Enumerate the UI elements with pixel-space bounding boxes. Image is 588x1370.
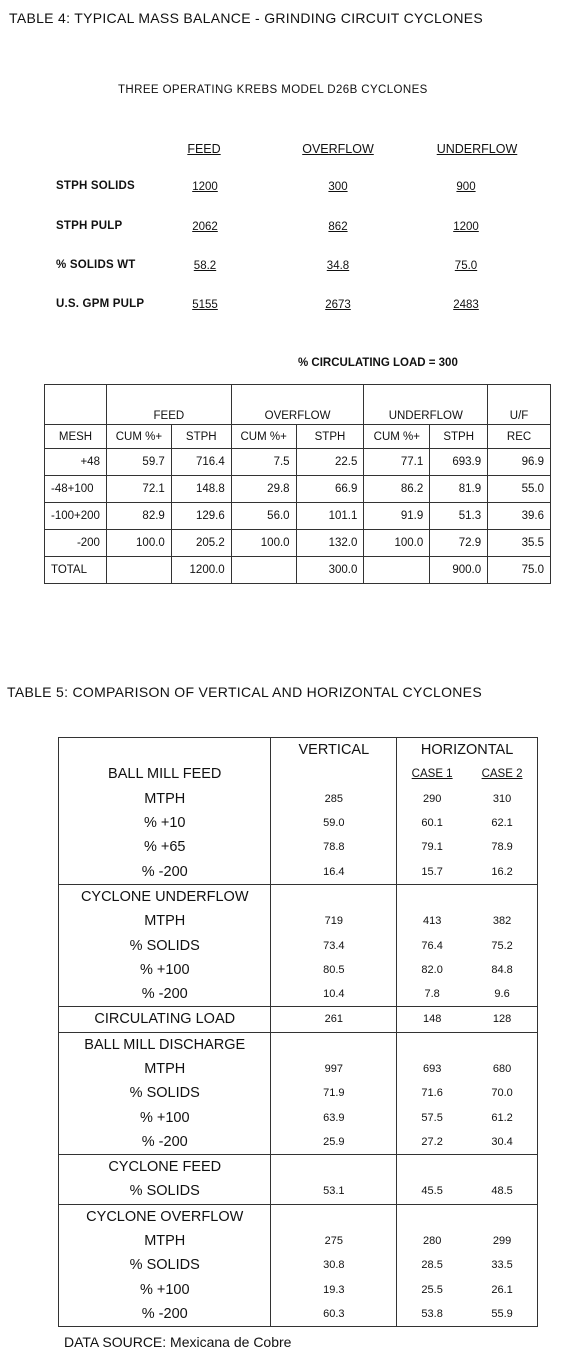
table-cell: 48.5 bbox=[467, 1179, 537, 1204]
table-cell: 33.5 bbox=[467, 1253, 537, 1277]
table-cell bbox=[106, 557, 171, 584]
row-label: % +100 bbox=[59, 1105, 271, 1129]
table-cell: 80.5 bbox=[271, 958, 397, 982]
group-header-overflow: OVERFLOW bbox=[231, 385, 364, 425]
table-cell: 82.0 bbox=[397, 958, 467, 982]
cell-value: 58.2 bbox=[193, 260, 217, 272]
table-row bbox=[59, 1130, 538, 1155]
table-row bbox=[45, 449, 551, 476]
col-header-underflow: UNDERFLOW bbox=[436, 142, 518, 156]
table-cell: 19.3 bbox=[271, 1278, 397, 1302]
table-row bbox=[59, 982, 538, 1007]
table-row bbox=[59, 1229, 538, 1253]
table-cell: 148 bbox=[397, 1007, 467, 1032]
table-row bbox=[59, 1253, 538, 1277]
cyclone-comparison-table bbox=[58, 737, 538, 1327]
table5-title: TABLE 5: COMPARISON OF VERTICAL AND HORIZONTAL CYCLONES bbox=[7, 684, 482, 700]
table-row bbox=[59, 1081, 538, 1105]
empty-cell bbox=[467, 1155, 537, 1180]
row-label: % -200 bbox=[59, 1130, 271, 1155]
section-header-row bbox=[59, 1032, 538, 1057]
table-cell: 997 bbox=[271, 1057, 397, 1081]
table-row bbox=[59, 787, 538, 811]
row-label: % +65 bbox=[59, 835, 271, 859]
table-cell: 60.1 bbox=[397, 811, 467, 835]
table-cell: 10.4 bbox=[271, 982, 397, 1007]
table-cell: 53.1 bbox=[271, 1179, 397, 1204]
table-cell: 28.5 bbox=[397, 1253, 467, 1277]
table-cell: 51.3 bbox=[430, 503, 488, 530]
empty-cell bbox=[397, 884, 467, 909]
table-cell: 22.5 bbox=[296, 449, 364, 476]
mesh-cell: +48 bbox=[45, 449, 107, 476]
empty-cell bbox=[271, 762, 397, 786]
mesh-cell: -48+100 bbox=[45, 476, 107, 503]
cell-value: 2673 bbox=[325, 299, 351, 311]
table-row bbox=[59, 859, 538, 884]
table-cell: 78.9 bbox=[467, 835, 537, 859]
row-label: MTPH bbox=[59, 909, 271, 933]
table-cell: 693 bbox=[397, 1057, 467, 1081]
table-cell: 275 bbox=[271, 1229, 397, 1253]
table-cell: 72.9 bbox=[430, 530, 488, 557]
table-cell: 716.4 bbox=[171, 449, 231, 476]
sub-header: CUM %+ bbox=[231, 425, 296, 449]
cell-value: 1200 bbox=[453, 221, 479, 233]
table-row bbox=[59, 835, 538, 859]
table-cell: 84.8 bbox=[467, 958, 537, 982]
table-cell: 148.8 bbox=[171, 476, 231, 503]
table5-body bbox=[59, 787, 538, 1327]
table-cell: 86.2 bbox=[364, 476, 430, 503]
header-case2: CASE 2 bbox=[467, 762, 537, 786]
table-cell: 719 bbox=[271, 909, 397, 933]
table-cell bbox=[231, 557, 296, 584]
mesh-cell: -200 bbox=[45, 530, 107, 557]
table-cell: 72.1 bbox=[106, 476, 171, 503]
row-label: MTPH bbox=[59, 1057, 271, 1081]
table-row bbox=[45, 530, 551, 557]
group-header-row bbox=[45, 385, 551, 425]
table-row bbox=[59, 909, 538, 933]
table-cell: 75.0 bbox=[488, 557, 551, 584]
cell-value: 862 bbox=[328, 221, 348, 233]
sub-header: STPH bbox=[296, 425, 364, 449]
empty-cell bbox=[271, 1032, 397, 1057]
table-row bbox=[45, 476, 551, 503]
empty-cell bbox=[59, 738, 271, 763]
section-title: BALL MILL DISCHARGE bbox=[59, 1032, 271, 1057]
circulating-load-note: % CIRCULATING LOAD = 300 bbox=[298, 357, 458, 369]
table-cell: 59.0 bbox=[271, 811, 397, 835]
table-cell: 693.9 bbox=[430, 449, 488, 476]
sub-header: STPH bbox=[171, 425, 231, 449]
group-header-underflow: UNDERFLOW bbox=[364, 385, 488, 425]
section-title: CYCLONE OVERFLOW bbox=[59, 1204, 271, 1229]
empty-cell bbox=[397, 1155, 467, 1180]
table-cell: 39.6 bbox=[488, 503, 551, 530]
mesh-cell: TOTAL bbox=[45, 557, 107, 584]
row-label: % +100 bbox=[59, 958, 271, 982]
table-cell: 100.0 bbox=[231, 530, 296, 557]
group-header-uf: U/F bbox=[488, 385, 551, 425]
row-label: % -200 bbox=[59, 859, 271, 884]
row-label: % SOLIDS bbox=[59, 1081, 271, 1105]
table-cell: 30.8 bbox=[271, 1253, 397, 1277]
row-label: % SOLIDS WT bbox=[56, 259, 136, 271]
sub-header: MESH bbox=[45, 425, 107, 449]
table-cell: 15.7 bbox=[397, 859, 467, 884]
table-cell: 7.8 bbox=[397, 982, 467, 1007]
table-row bbox=[59, 958, 538, 982]
size-distribution-table bbox=[44, 384, 551, 584]
section-title: CYCLONE UNDERFLOW bbox=[59, 884, 271, 909]
table-cell: 62.1 bbox=[467, 811, 537, 835]
empty-cell bbox=[467, 1032, 537, 1057]
table-row bbox=[59, 1302, 538, 1327]
row-label: STPH PULP bbox=[56, 220, 123, 232]
table-cell: 53.8 bbox=[397, 1302, 467, 1327]
col-header-feed: FEED bbox=[187, 142, 221, 156]
row-label: % -200 bbox=[59, 982, 271, 1007]
table-cell: 900.0 bbox=[430, 557, 488, 584]
row-label: % SOLIDS bbox=[59, 933, 271, 957]
table-row bbox=[59, 811, 538, 835]
header-case1: CASE 1 bbox=[397, 762, 467, 786]
table-cell: 73.4 bbox=[271, 933, 397, 957]
table-cell: 680 bbox=[467, 1057, 537, 1081]
section-header-row bbox=[59, 1007, 538, 1032]
empty-cell bbox=[397, 1204, 467, 1229]
table-cell: 30.4 bbox=[467, 1130, 537, 1155]
row-label: % +10 bbox=[59, 811, 271, 835]
table-row bbox=[59, 1105, 538, 1129]
table4-subtitle: THREE OPERATING KREBS MODEL D26B CYCLONES bbox=[118, 84, 428, 96]
table-cell: 9.6 bbox=[467, 982, 537, 1007]
cell-value: 900 bbox=[456, 181, 476, 193]
table-cell: 63.9 bbox=[271, 1105, 397, 1129]
empty-cell bbox=[467, 884, 537, 909]
table-cell: 71.6 bbox=[397, 1081, 467, 1105]
table-cell: 66.9 bbox=[296, 476, 364, 503]
table-cell: 59.7 bbox=[106, 449, 171, 476]
sub-header: STPH bbox=[430, 425, 488, 449]
sub-header: REC bbox=[488, 425, 551, 449]
row-label: MTPH bbox=[59, 1229, 271, 1253]
table-cell: 96.9 bbox=[488, 449, 551, 476]
table-cell: 280 bbox=[397, 1229, 467, 1253]
table-cell: 45.5 bbox=[397, 1179, 467, 1204]
row-label: U.S. GPM PULP bbox=[56, 298, 145, 310]
table-cell: 129.6 bbox=[171, 503, 231, 530]
table-cell: 16.4 bbox=[271, 859, 397, 884]
table-cell: 290 bbox=[397, 787, 467, 811]
table-cell: 100.0 bbox=[364, 530, 430, 557]
section-title: CYCLONE FEED bbox=[59, 1155, 271, 1180]
table4-title: TABLE 4: TYPICAL MASS BALANCE - GRINDING CIRCUIT CYCLONES bbox=[9, 10, 484, 26]
table-cell: 300.0 bbox=[296, 557, 364, 584]
table-cell: 55.9 bbox=[467, 1302, 537, 1327]
cell-value: 2483 bbox=[453, 299, 479, 311]
table-cell: 310 bbox=[467, 787, 537, 811]
table-cell: 76.4 bbox=[397, 933, 467, 957]
table-cell: 285 bbox=[271, 787, 397, 811]
table5-row bbox=[59, 762, 538, 786]
table-cell: 70.0 bbox=[467, 1081, 537, 1105]
table-cell bbox=[364, 557, 430, 584]
sub-header-row bbox=[45, 425, 551, 449]
sub-header: CUM %+ bbox=[364, 425, 430, 449]
cell-value: 75.0 bbox=[454, 260, 478, 272]
table-cell: 79.1 bbox=[397, 835, 467, 859]
section-title: CIRCULATING LOAD bbox=[59, 1007, 271, 1032]
table-cell: 78.8 bbox=[271, 835, 397, 859]
table-cell: 16.2 bbox=[467, 859, 537, 884]
table-row bbox=[59, 1057, 538, 1081]
table-cell: 77.1 bbox=[364, 449, 430, 476]
header-vertical: VERTICAL bbox=[271, 738, 397, 763]
table-cell: 25.9 bbox=[271, 1130, 397, 1155]
empty-cell bbox=[271, 884, 397, 909]
cell-value: 300 bbox=[328, 181, 348, 193]
section-header-row bbox=[59, 1204, 538, 1229]
cell-value: 5155 bbox=[192, 299, 218, 311]
table-cell: 91.9 bbox=[364, 503, 430, 530]
table-cell: 75.2 bbox=[467, 933, 537, 957]
table-cell: 27.2 bbox=[397, 1130, 467, 1155]
col-header-overflow: OVERFLOW bbox=[302, 142, 374, 156]
table-row bbox=[59, 1179, 538, 1204]
table-cell: 61.2 bbox=[467, 1105, 537, 1129]
row-label: % -200 bbox=[59, 1302, 271, 1327]
cell-value: 1200 bbox=[192, 181, 218, 193]
row-label: % +100 bbox=[59, 1278, 271, 1302]
table-cell: 57.5 bbox=[397, 1105, 467, 1129]
row-label: % SOLIDS bbox=[59, 1179, 271, 1204]
cell-value: 2062 bbox=[192, 221, 218, 233]
row-label: STPH SOLIDS bbox=[56, 180, 135, 192]
table-cell: 71.9 bbox=[271, 1081, 397, 1105]
header-horizontal: HORIZONTAL bbox=[397, 738, 538, 763]
table-cell: 413 bbox=[397, 909, 467, 933]
cell-value: 34.8 bbox=[326, 260, 350, 272]
row-label: % SOLIDS bbox=[59, 1253, 271, 1277]
table-cell: 128 bbox=[467, 1007, 537, 1032]
table-cell: 29.8 bbox=[231, 476, 296, 503]
table-cell: 26.1 bbox=[467, 1278, 537, 1302]
table-cell: 25.5 bbox=[397, 1278, 467, 1302]
table-cell: 132.0 bbox=[296, 530, 364, 557]
table-row bbox=[59, 933, 538, 957]
table-cell: 1200.0 bbox=[171, 557, 231, 584]
empty-cell bbox=[271, 1204, 397, 1229]
table-cell: 299 bbox=[467, 1229, 537, 1253]
empty-cell bbox=[271, 1155, 397, 1180]
group-header-feed: FEED bbox=[106, 385, 231, 425]
row-label: MTPH bbox=[59, 787, 271, 811]
table-cell: 7.5 bbox=[231, 449, 296, 476]
table-row bbox=[59, 1278, 538, 1302]
table-cell: 261 bbox=[271, 1007, 397, 1032]
table-cell: 55.0 bbox=[488, 476, 551, 503]
table-cell: 205.2 bbox=[171, 530, 231, 557]
table-cell: 82.9 bbox=[106, 503, 171, 530]
mesh-cell: -100+200 bbox=[45, 503, 107, 530]
table-cell: 382 bbox=[467, 909, 537, 933]
table-cell: 100.0 bbox=[106, 530, 171, 557]
section-title: BALL MILL FEED bbox=[59, 762, 271, 786]
empty-cell bbox=[45, 385, 107, 425]
table-cell: 35.5 bbox=[488, 530, 551, 557]
table5-header-row bbox=[59, 738, 538, 763]
table-cell: 60.3 bbox=[271, 1302, 397, 1327]
empty-cell bbox=[397, 1032, 467, 1057]
table-cell: 81.9 bbox=[430, 476, 488, 503]
table-row-total bbox=[45, 557, 551, 584]
empty-cell bbox=[467, 1204, 537, 1229]
sub-header: CUM %+ bbox=[106, 425, 171, 449]
table-row bbox=[45, 503, 551, 530]
section-header-row bbox=[59, 1155, 538, 1180]
data-source: DATA SOURCE: Mexicana de Cobre bbox=[64, 1334, 292, 1350]
section-header-row bbox=[59, 884, 538, 909]
table-cell: 56.0 bbox=[231, 503, 296, 530]
table-cell: 101.1 bbox=[296, 503, 364, 530]
